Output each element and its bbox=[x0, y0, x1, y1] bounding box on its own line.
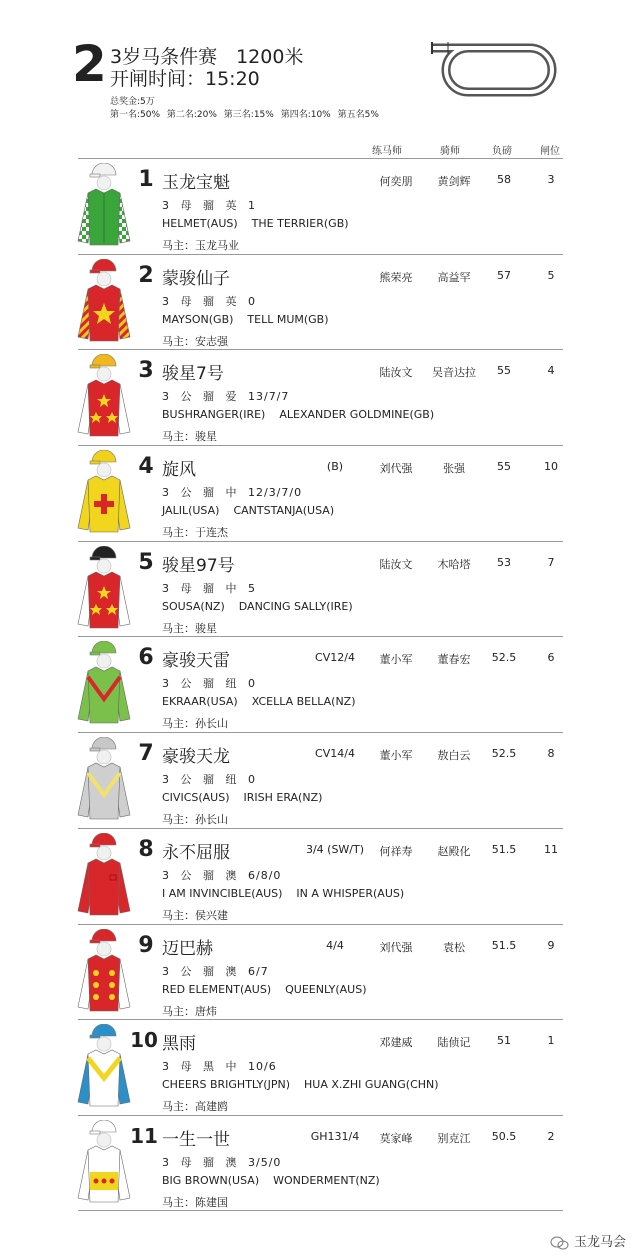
horse-profile: 3 公 骝 澳 6/8/0 bbox=[162, 868, 282, 882]
horse-profile: 3 公 骝 中 12/3/7/0 bbox=[162, 486, 303, 500]
sire-name: EKRAAR(USA) bbox=[162, 695, 238, 709]
horse-profile: 3 母 骝 澳 3/5/0 bbox=[162, 1155, 282, 1169]
dam-name: IRISH ERA(NZ) bbox=[243, 791, 323, 805]
trainer-name: 莫家峰 bbox=[379, 1131, 413, 1145]
trainer-header: 练马师 bbox=[372, 146, 402, 157]
trainer-name: 何奕朋 bbox=[379, 175, 413, 188]
sire-name: JALIL(USA) bbox=[162, 504, 220, 518]
barrier-draw: 2 bbox=[547, 1129, 555, 1143]
sire-name: HELMET(AUS) bbox=[162, 217, 238, 230]
owner-name: 马主：高建鸥 bbox=[162, 1100, 228, 1114]
pedigree bbox=[162, 1078, 439, 1091]
runner-row bbox=[78, 732, 563, 828]
horse-name: 豪骏天雷 bbox=[162, 651, 230, 672]
runner-row bbox=[78, 158, 563, 254]
runner-number: 9 bbox=[138, 932, 154, 958]
pedigree bbox=[162, 695, 356, 708]
trainer-name: 何祥寿 bbox=[379, 844, 413, 858]
owner-name: 马主：孙长山 bbox=[162, 717, 228, 731]
runner-number: 7 bbox=[138, 741, 154, 767]
jockey-name: 黄剑辉 bbox=[437, 175, 471, 188]
jockey-name: 董春宏 bbox=[437, 653, 471, 667]
horse-name: 骏星97号 bbox=[162, 555, 235, 576]
pedigree bbox=[162, 217, 349, 230]
sire-name: CIVICS(AUS) bbox=[162, 791, 230, 805]
runner-number: 6 bbox=[138, 645, 154, 671]
jockey-silks-icon bbox=[74, 833, 134, 919]
trainer-name: 董小军 bbox=[379, 653, 413, 667]
carried-weight: 55 bbox=[497, 460, 511, 474]
jockey-name: 高益罕 bbox=[437, 270, 471, 284]
runner-number: 2 bbox=[138, 262, 154, 288]
barrier-draw: 4 bbox=[547, 364, 555, 378]
carried-weight: 51.5 bbox=[491, 842, 517, 856]
carried-weight: 53 bbox=[497, 555, 511, 569]
pedigree bbox=[162, 1174, 380, 1187]
horse-rating: (B) bbox=[326, 460, 344, 474]
sire-name: RED ELEMENT(AUS) bbox=[162, 982, 272, 996]
horse-profile: 3 公 骝 澳 6/7 bbox=[162, 964, 269, 978]
jockey-name: 赵殿化 bbox=[437, 844, 471, 858]
carried-weight: 51.5 bbox=[491, 938, 517, 952]
publisher-logo bbox=[550, 1231, 626, 1250]
runner-row bbox=[78, 1019, 563, 1115]
sire-name: SOUSA(NZ) bbox=[162, 599, 225, 613]
draw-header: 闸位 bbox=[540, 146, 560, 157]
sire-name: BIG BROWN(USA) bbox=[162, 1173, 260, 1187]
race-start-time: 开闸时间：15:20 bbox=[110, 68, 260, 90]
barrier-draw: 8 bbox=[547, 747, 555, 761]
horse-rating: CV12/4 bbox=[315, 651, 355, 665]
dam-name: ALEXANDER GOLDMINE(GB) bbox=[279, 408, 435, 422]
sire-name: I AM INVINCIBLE(AUS) bbox=[162, 886, 283, 900]
runner-row bbox=[78, 924, 563, 1020]
track-diagram-icon bbox=[428, 42, 568, 102]
trainer-name: 刘代强 bbox=[379, 940, 413, 954]
owner-name: 马主：孙长山 bbox=[162, 813, 228, 827]
owner-name: 马主：玉龙马业 bbox=[162, 239, 239, 252]
barrier-draw: 6 bbox=[547, 651, 555, 665]
race-number: 2 bbox=[72, 35, 107, 93]
owner-name: 马主：唐炜 bbox=[162, 1004, 217, 1018]
pedigree bbox=[162, 313, 329, 326]
jockey-name: 袁松 bbox=[443, 940, 465, 954]
pedigree bbox=[162, 887, 404, 900]
runner-number: 10 bbox=[130, 1028, 158, 1053]
owner-name: 马主：骏星 bbox=[162, 430, 217, 444]
horse-name: 黑雨 bbox=[162, 1034, 196, 1055]
horse-rating: 4/4 bbox=[326, 938, 344, 952]
jockey-silks-icon bbox=[74, 354, 134, 440]
trainer-name: 熊荣亮 bbox=[379, 270, 413, 284]
owner-name: 马主：于连杰 bbox=[162, 526, 228, 540]
wechat-icon bbox=[550, 1236, 570, 1250]
jockey-silks-icon bbox=[74, 641, 134, 727]
horse-rating: GH131/4 bbox=[310, 1129, 360, 1143]
horse-name: 玉龙宝魁 bbox=[162, 173, 230, 193]
runner-row bbox=[78, 828, 563, 924]
weight-header: 负磅 bbox=[492, 146, 512, 157]
jockey-silks-icon bbox=[74, 546, 134, 632]
jockey-name: 别克江 bbox=[437, 1131, 471, 1145]
dam-name: XCELLA BELLA(NZ) bbox=[251, 695, 356, 709]
jockey-silks-icon bbox=[74, 163, 134, 249]
jockey-name: 吴音达拉 bbox=[432, 366, 476, 380]
horse-profile: 3 母 骝 英 0 bbox=[162, 294, 256, 308]
horse-name: 豪骏天龙 bbox=[162, 747, 230, 768]
runner-row bbox=[78, 254, 563, 350]
runner-number: 8 bbox=[138, 836, 154, 862]
horse-name: 永不屈服 bbox=[162, 842, 230, 863]
runner-row bbox=[78, 349, 563, 445]
sire-name: MAYSON(GB) bbox=[162, 312, 234, 326]
horse-profile: 3 母 黑 中 10/6 bbox=[162, 1060, 277, 1074]
horse-rating: CV14/4 bbox=[315, 747, 355, 761]
carried-weight: 57 bbox=[497, 268, 511, 282]
jockey-silks-icon bbox=[74, 1120, 134, 1206]
jockey-silks-icon bbox=[74, 737, 134, 823]
race-header bbox=[0, 0, 640, 150]
trainer-name: 陆汝文 bbox=[379, 366, 413, 380]
barrier-draw: 7 bbox=[547, 555, 555, 569]
pedigree bbox=[162, 504, 334, 517]
horse-rating: 3/4 (SW/T) bbox=[305, 842, 365, 856]
dam-name: THE TERRIER(GB) bbox=[251, 217, 349, 230]
runner-number: 1 bbox=[138, 167, 154, 192]
jockey-name: 木哈塔 bbox=[437, 557, 471, 571]
trainer-name: 刘代强 bbox=[379, 462, 413, 476]
jockey-header: 骑师 bbox=[440, 146, 460, 157]
dam-name: QUEENLY(AUS) bbox=[285, 982, 367, 996]
runner-row bbox=[78, 1115, 563, 1211]
publisher-name: 玉龙马会 bbox=[573, 1235, 626, 1250]
barrier-draw: 9 bbox=[547, 938, 555, 952]
owner-name: 马主：骏星 bbox=[162, 621, 217, 635]
horse-name: 迈巴赫 bbox=[162, 938, 213, 959]
horse-name: 蒙骏仙子 bbox=[162, 268, 230, 289]
prize-splits: 第一名:50% 第二名:20% 第三名:15% 第四名:10% 第五名5% bbox=[110, 110, 379, 120]
horse-name: 骏星7号 bbox=[162, 364, 224, 385]
jockey-name: 张强 bbox=[443, 462, 465, 476]
horse-name: 一生一世 bbox=[162, 1129, 230, 1150]
carried-weight: 52.5 bbox=[491, 651, 517, 665]
trainer-name: 董小军 bbox=[379, 749, 413, 763]
race-purse: 总奖金:5万 bbox=[110, 97, 155, 107]
sire-name: CHEERS BRIGHTLY(JPN) bbox=[162, 1078, 290, 1092]
runner-number: 3 bbox=[138, 358, 154, 384]
pedigree bbox=[162, 791, 322, 804]
jockey-silks-icon bbox=[74, 1024, 134, 1110]
horse-name: 旋风 bbox=[162, 460, 196, 481]
pedigree bbox=[162, 983, 367, 996]
carried-weight: 51 bbox=[497, 1034, 511, 1048]
dam-name: CANTSTANJA(USA) bbox=[233, 504, 335, 518]
runner-number: 11 bbox=[130, 1123, 158, 1148]
dam-name: TELL MUM(GB) bbox=[247, 312, 329, 326]
jockey-name: 陆侦记 bbox=[437, 1036, 471, 1050]
runner-number: 4 bbox=[138, 454, 154, 480]
dam-name: HUA X.ZHI GUANG(CHN) bbox=[304, 1078, 439, 1092]
race-card-list bbox=[78, 158, 563, 1211]
sire-name: BUSHRANGER(IRE) bbox=[162, 408, 266, 422]
trainer-name: 陆汝文 bbox=[379, 557, 413, 571]
barrier-draw: 3 bbox=[547, 173, 555, 186]
jockey-silks-icon bbox=[74, 929, 134, 1015]
barrier-draw: 11 bbox=[544, 842, 558, 856]
dam-name: IN A WHISPER(AUS) bbox=[296, 886, 405, 900]
barrier-draw: 10 bbox=[544, 460, 558, 474]
column-headers bbox=[0, 142, 640, 158]
horse-profile: 3 公 骝 纽 0 bbox=[162, 677, 256, 691]
carried-weight: 55 bbox=[497, 364, 511, 378]
pedigree bbox=[162, 408, 434, 421]
carried-weight: 58 bbox=[497, 173, 511, 186]
owner-name: 马主：侯兴建 bbox=[162, 908, 228, 922]
jockey-silks-icon bbox=[74, 450, 134, 536]
horse-profile: 3 母 骝 中 5 bbox=[162, 581, 256, 595]
horse-profile: 3 母 骝 英 1 bbox=[162, 199, 256, 212]
dam-name: DANCING SALLY(IRE) bbox=[238, 599, 353, 613]
carried-weight: 52.5 bbox=[491, 747, 517, 761]
runner-row bbox=[78, 445, 563, 541]
barrier-draw: 1 bbox=[547, 1034, 555, 1048]
race-title: 3岁马条件赛 1200米 bbox=[110, 46, 304, 68]
pedigree bbox=[162, 600, 353, 613]
runner-row bbox=[78, 636, 563, 732]
jockey-name: 敖白云 bbox=[437, 749, 471, 763]
horse-profile: 3 公 骝 爱 13/7/7 bbox=[162, 390, 290, 404]
horse-profile: 3 公 骝 纽 0 bbox=[162, 773, 256, 787]
jockey-silks-icon bbox=[74, 259, 134, 345]
owner-name: 马主：陈建国 bbox=[162, 1195, 228, 1209]
owner-name: 马主：安志强 bbox=[162, 334, 228, 348]
runner-number: 5 bbox=[138, 549, 154, 575]
runner-row bbox=[78, 541, 563, 637]
barrier-draw: 5 bbox=[547, 268, 555, 282]
carried-weight: 50.5 bbox=[491, 1129, 517, 1143]
dam-name: WONDERMENT(NZ) bbox=[273, 1173, 380, 1187]
trainer-name: 邓建威 bbox=[379, 1036, 413, 1050]
